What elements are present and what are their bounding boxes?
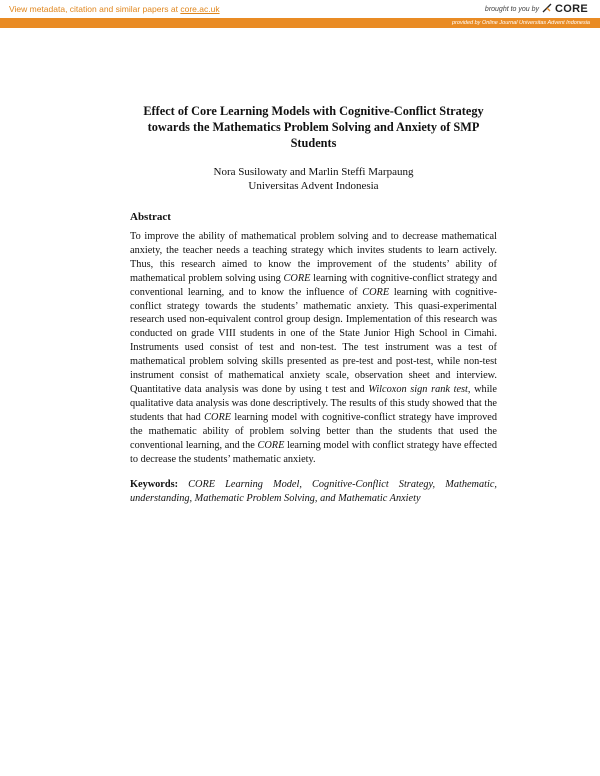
abstract-segment: learning with cognitive-conflict strategy and conventional learning, and to know the influence of [130, 272, 497, 298]
core-metadata-text [9, 4, 220, 14]
title-line: Effect of Core Learning Models with Cognitive-Conflict Strategy [143, 104, 484, 118]
core-link[interactable]: core.ac.uk [180, 4, 220, 14]
keywords [130, 478, 497, 506]
title-line: Students [290, 136, 337, 150]
abstract-segment: learning model with conflict strategy have effected to decrease the students’ mathematic anxiety. [130, 439, 497, 465]
core-view-text: View metadata, citation and similar papers at [9, 4, 181, 14]
keywords-label: Keywords: [130, 479, 179, 491]
abstract-segment: learning with cognitive-conflict strategy towards the students’ mathematic anxiety. This quasi-experimental research used non-equivalent control group design. Implementation of this research was conducted on grade VIII students in one of the State Junior High School in Cimahi. Instruments used consist of test and non-test. The test instrument was a test of mathematical problem solving skills presented as pre-test and post-test, while non-test instrument consist of mathematical anxiety scale, observation sheet and interview. Quantitative data analysis was done by using t test and [130, 286, 498, 395]
provider-bar [0, 18, 600, 28]
provider-text: provided by Online Journal Universitas Advent Indonesia [452, 20, 590, 26]
abstract-wilcoxon-term: Wilcoxon sign rank test [368, 383, 468, 395]
abstract-heading: Abstract [130, 211, 171, 223]
abstract-segment: To improve the ability of mathematical problem solving and to decrease mathematical anxiety, the teacher needs a teaching strategy which invites students to learn actively. Thus, this research aimed to know the improvement of the students’ ability of mathematical problem solving using [130, 231, 497, 284]
paper-title [130, 103, 497, 151]
authors: Nora Susilowaty and Marlin Steffi Marpaung [213, 166, 414, 178]
abstract-core-term: CORE [204, 411, 232, 423]
abstract-segment: learning model with cognitive-conflict strategy have improved the mathematic ability of problem solving better than the students that used the conventional learning, and the [130, 411, 497, 451]
author-block [130, 165, 497, 193]
abstract-segment: , while qualitative data analysis was done descriptively. The results of this study showed that the students that had [130, 383, 497, 423]
title-line: towards the Mathematics Problem Solving and Anxiety of SMP [147, 120, 480, 134]
affiliation: Universitas Advent Indonesia [248, 180, 379, 192]
core-logo[interactable]: CORE [555, 3, 588, 15]
keywords-list: CORE Learning Model, Cognitive-Conflict Strategy, Mathematic, understanding, Mathematic Problem Solving, and Mathematic Anxiety [130, 479, 497, 505]
abstract-core-term: CORE [362, 286, 390, 298]
core-banner [0, 0, 600, 28]
paper-body [130, 103, 497, 506]
abstract-text [130, 230, 497, 466]
core-brought-text: brought to you by [484, 5, 540, 13]
abstract-core-term: CORE [283, 272, 311, 284]
abstract-core-term: CORE [257, 439, 285, 451]
core-logo-icon [542, 3, 552, 15]
core-brought-by [485, 3, 588, 15]
